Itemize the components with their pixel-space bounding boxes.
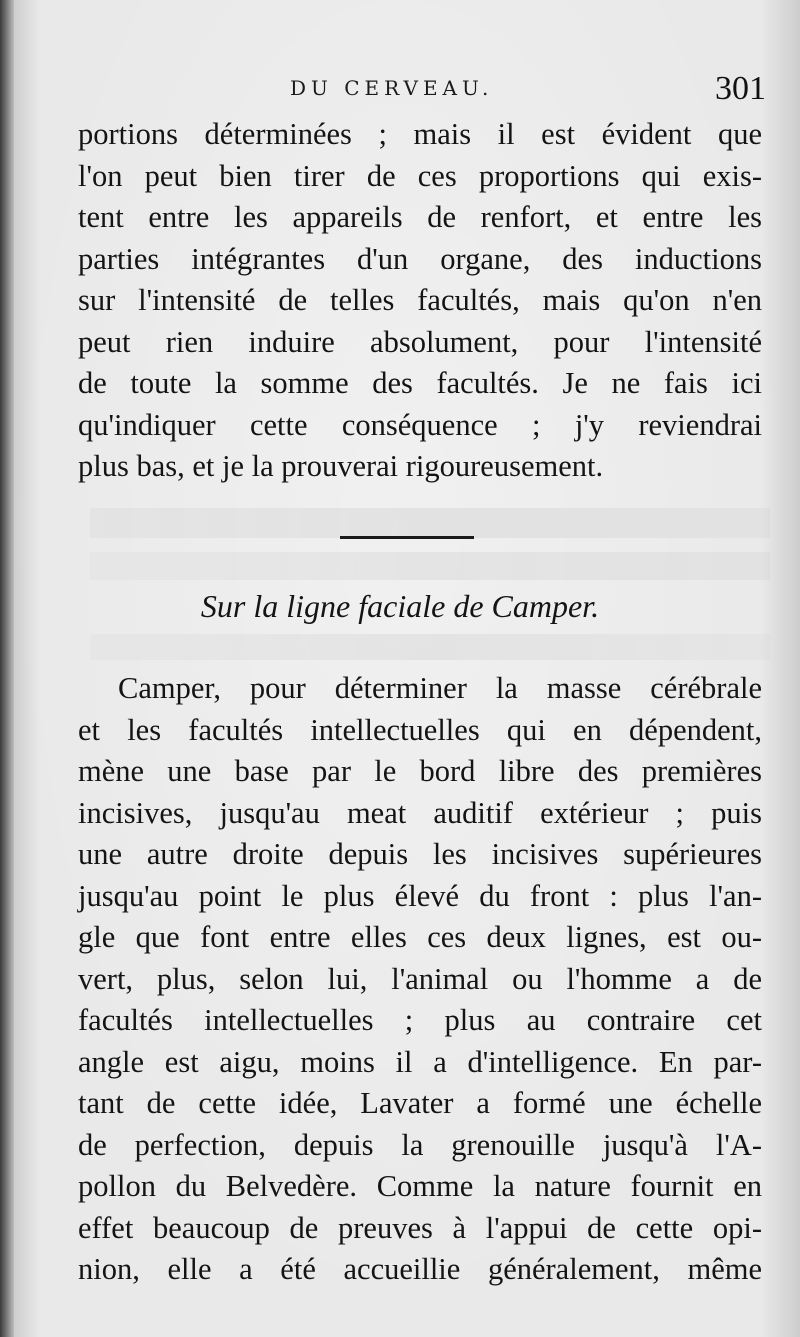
page-binding-edge	[0, 0, 14, 1337]
text-line: angle est aigu, moins il a d'intelligence. En par-	[78, 1044, 762, 1079]
text-line: vert, plus, selon lui, l'animal ou l'homme a de	[78, 961, 762, 996]
text-line: effet beaucoup de preuves à l'appui de cette opi-	[78, 1210, 762, 1245]
text-line: peut rien induire absolument, pour l'intensité	[78, 324, 762, 359]
paragraph-continuation	[78, 114, 762, 488]
text-line: pollon du Belvedère. Comme la nature fournit en	[78, 1169, 762, 1203]
paragraph-camper	[78, 668, 762, 1291]
text-line: une autre droite depuis les incisives supérieures	[78, 837, 762, 871]
page-number: 301	[715, 70, 766, 107]
text-line: qu'indiquer cette conséquence ; j'y reviendrai	[78, 407, 762, 442]
bleed-through-shadow	[90, 552, 770, 580]
text-line: de perfection, depuis la grenouille jusqu'à l'A-	[78, 1127, 762, 1162]
text-line: et les facultés intellectuelles qui en dépendent,	[78, 712, 762, 747]
text-line: tent entre les appareils de renfort, et entre les	[78, 200, 762, 234]
text-line: plus bas, et je la prouverai rigoureusement.	[78, 449, 604, 483]
section-separator-rule	[340, 536, 474, 539]
text-line: tant de cette idée, Lavater a formé une échelle	[78, 1086, 762, 1120]
text-line: Camper, pour déterminer la masse cérébrale	[118, 671, 762, 705]
text-line: facultés intellectuelles ; plus au contraire cet	[78, 1003, 762, 1037]
text-line: sur l'intensité de telles facultés, mais qu'on n'en	[78, 283, 762, 317]
text-line: portions déterminées ; mais il est évident que	[78, 117, 762, 151]
text-line: de toute la somme des facultés. Je ne fais ici	[78, 366, 762, 400]
text-line: l'on peut bien tirer de ces proportions qui exis-	[78, 158, 762, 193]
text-line: jusqu'au point le plus élevé du front : plus l'an-	[78, 878, 762, 913]
page-header	[0, 72, 800, 112]
text-line: gle que font entre elles ces deux lignes, est ou-	[78, 920, 762, 954]
bleed-through-shadow	[90, 508, 770, 538]
text-line: incisives, jusqu'au meat auditif extérieur ; puis	[78, 795, 762, 830]
text-line: mène une base par le bord libre des premières	[78, 754, 762, 788]
text-line: nion, elle a été accueillie généralement, même	[78, 1252, 762, 1286]
text-line: parties intégrantes d'un organe, des inductions	[78, 241, 762, 276]
section-heading: Sur la ligne faciale de Camper.	[200, 588, 600, 624]
running-head: DU CERVEAU.	[290, 76, 494, 100]
bleed-through-shadow	[90, 634, 770, 660]
